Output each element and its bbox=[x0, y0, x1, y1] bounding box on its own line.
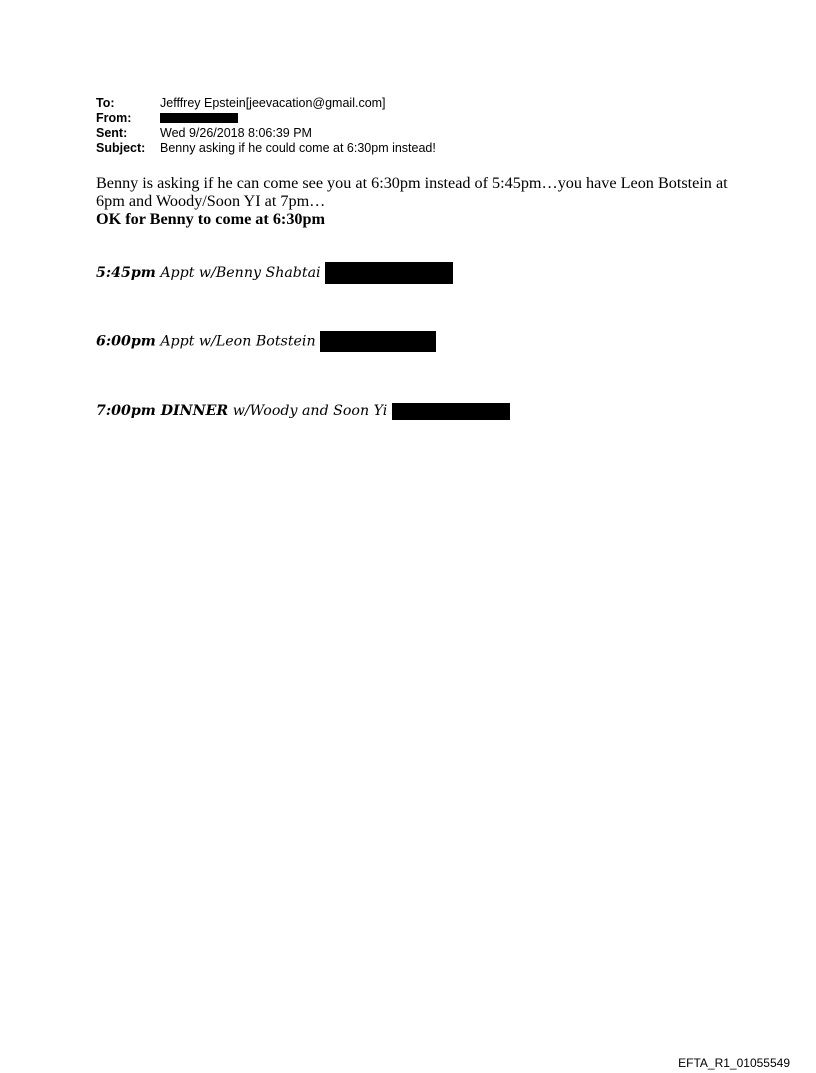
sent-row bbox=[96, 126, 436, 141]
sent-value: Wed 9/26/2018 8:06:39 PM bbox=[160, 126, 312, 140]
subject-label: Subject: bbox=[96, 141, 146, 155]
schedule-description: Appt w/Leon Botstein bbox=[160, 333, 316, 350]
redaction-block bbox=[325, 262, 453, 284]
schedule-item bbox=[96, 262, 453, 284]
schedule-item bbox=[96, 331, 436, 352]
schedule-description: Appt w/Benny Shabtai bbox=[160, 265, 321, 281]
schedule-time: 7:00pm DINNER bbox=[96, 403, 229, 419]
to-label: To: bbox=[96, 96, 115, 110]
subject-value: Benny asking if he could come at 6:30pm instead! bbox=[160, 141, 436, 155]
schedule-description: w/Woody and Soon Yi bbox=[232, 403, 388, 419]
email-body bbox=[96, 174, 736, 228]
body-message: Benny is asking if he can come see you at 6:30pm instead of 5:45pm…you have Leon Botstein at 6pm and Woody/Soon YI at 7pm… bbox=[96, 174, 728, 210]
schedule-item bbox=[96, 401, 510, 421]
from-row bbox=[96, 111, 436, 126]
subject-row bbox=[96, 141, 436, 156]
redaction-block bbox=[320, 331, 436, 352]
redaction-block bbox=[392, 403, 510, 420]
to-row bbox=[96, 96, 436, 111]
ok-line: OK for Benny to come at 6:30pm bbox=[96, 210, 325, 228]
sent-label: Sent: bbox=[96, 126, 128, 140]
email-header bbox=[96, 96, 436, 156]
schedule-time: 5:45pm bbox=[96, 265, 156, 281]
from-label: From: bbox=[96, 111, 132, 125]
schedule-time: 6:00pm bbox=[96, 333, 156, 350]
from-redaction bbox=[160, 113, 238, 123]
to-value: Jefffrey Epstein[jeevacation@gmail.com] bbox=[160, 96, 386, 110]
document-id: EFTA_R1_01055549 bbox=[678, 1056, 790, 1070]
